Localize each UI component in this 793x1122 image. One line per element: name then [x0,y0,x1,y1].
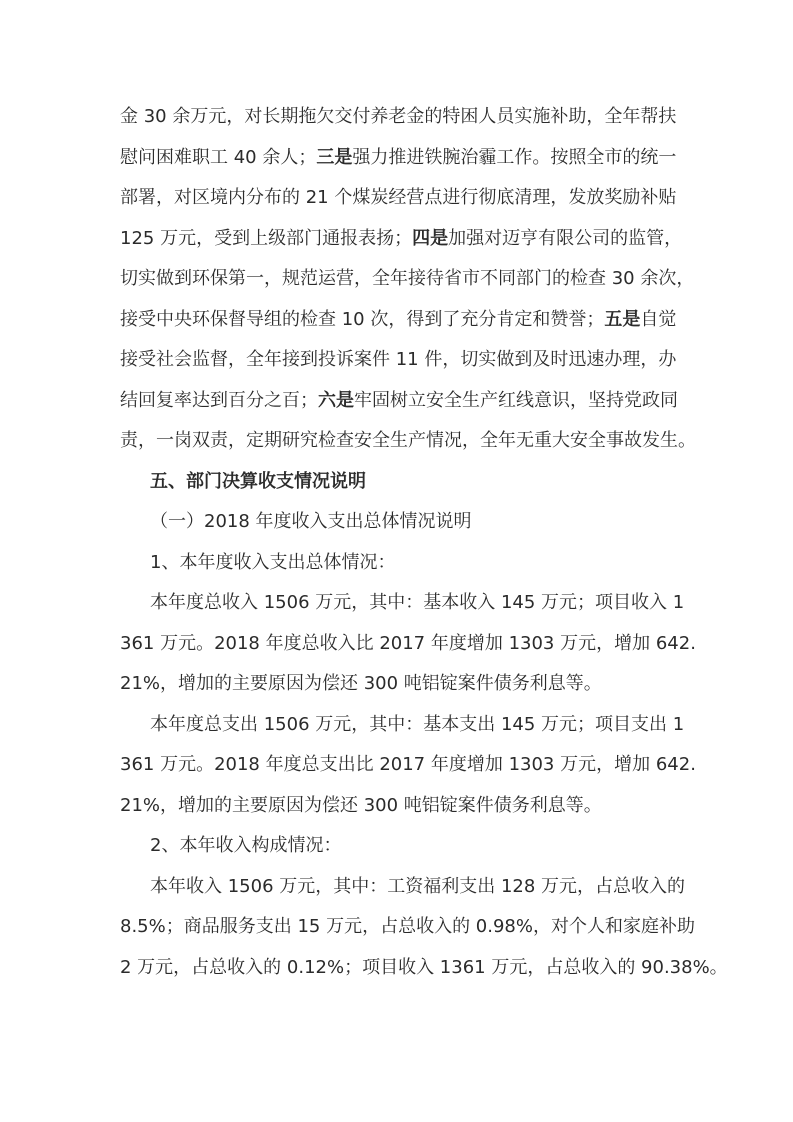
text-line [120,138,683,179]
text-run: 接受中央环保督导组的检查 10 次，得到了充分肯定和赞誉； [120,308,605,330]
bold-marker: 六是 [318,389,354,411]
item-title: 2、本年收入构成情况： [150,835,342,856]
section-heading: 五、部门决算收支情况说明 [150,470,366,492]
text-line [120,178,683,219]
sub-heading: （一）2018 年度收入支出总体情况说明 [150,511,472,532]
text-line [120,219,683,260]
text-run: 加强对迈亨有限公司的监管， [448,227,683,249]
item-title: 1、本年度收入支出总体情况： [150,551,396,573]
text-line [120,259,695,300]
text-run: 结回复率达到百分之百； [120,389,318,411]
text-line [120,340,683,381]
expense-paragraph-line: 21%，增加的主要原因为偿还 300 吨铝锭案件债务利息等。 [120,794,602,816]
bold-marker: 三是 [316,146,353,168]
expense-paragraph-line: 361 万元。2018 年度总支出比 2017 年度增加 1303 万元，增加 642. [120,754,696,775]
income-paragraph-line: 361 万元。2018 年度总收入比 2017 年度增加 1303 万元，增加 642. [120,632,696,654]
bold-marker: 五是 [604,308,641,330]
bold-marker: 四是 [412,227,449,249]
text-run: 牢固树立安全生产红线意识，坚持党政同 [354,389,678,411]
text-run: 部署，对区境内分布的 21 个煤炭经营点进行彻底清理，发放奖励补贴 [120,187,677,208]
text-run: 责，一岗双责，定期研究检查安全生产情况，全年无重大安全事故发生。 [120,430,696,451]
income-paragraph-line: 本年度总收入 1506 万元，其中：基本收入 145 万元；项目收入 1 [150,592,685,613]
text-line [120,300,683,341]
text-run: 慰问困难职工 40 余人； [120,146,317,168]
text-run: 金 30 余万元，对长期拖欠交付养老金的特困人员实施补助，全年帮扶 [120,106,677,127]
text-line [120,97,683,138]
text-line [120,421,696,462]
text-run: 125 万元，受到上级部门通报表扬； [120,227,413,249]
composition-paragraph-line: 本年收入 1506 万元，其中：工资福利支出 128 万元，占总收入的 [150,875,686,897]
composition-paragraph-line: 8.5%；商品服务支出 15 万元，占总收入的 0.98%，对个人和家庭补助 [120,916,695,937]
text-run: 强力推进铁腕治霾工作。按照全市的统一 [352,146,677,168]
text-line [120,381,683,422]
text-run: 切实做到环保第一，规范运营，全年接待省市不同部门的检查 30 余次， [120,268,695,289]
text-run: 自觉 [640,308,677,330]
composition-paragraph-line: 2 万元，占总收入的 0.12%；项目收入 1361 万元，占总收入的 90.38%。 [120,956,728,978]
income-paragraph-line: 21%，增加的主要原因为偿还 300 吨铝锭案件债务利息等。 [120,673,602,694]
text-run: 接受社会监督，全年接到投诉案件 11 件，切实做到及时迅速办理，办 [120,349,677,370]
expense-paragraph-line: 本年度总支出 1506 万元，其中：基本支出 145 万元；项目支出 1 [150,713,685,735]
